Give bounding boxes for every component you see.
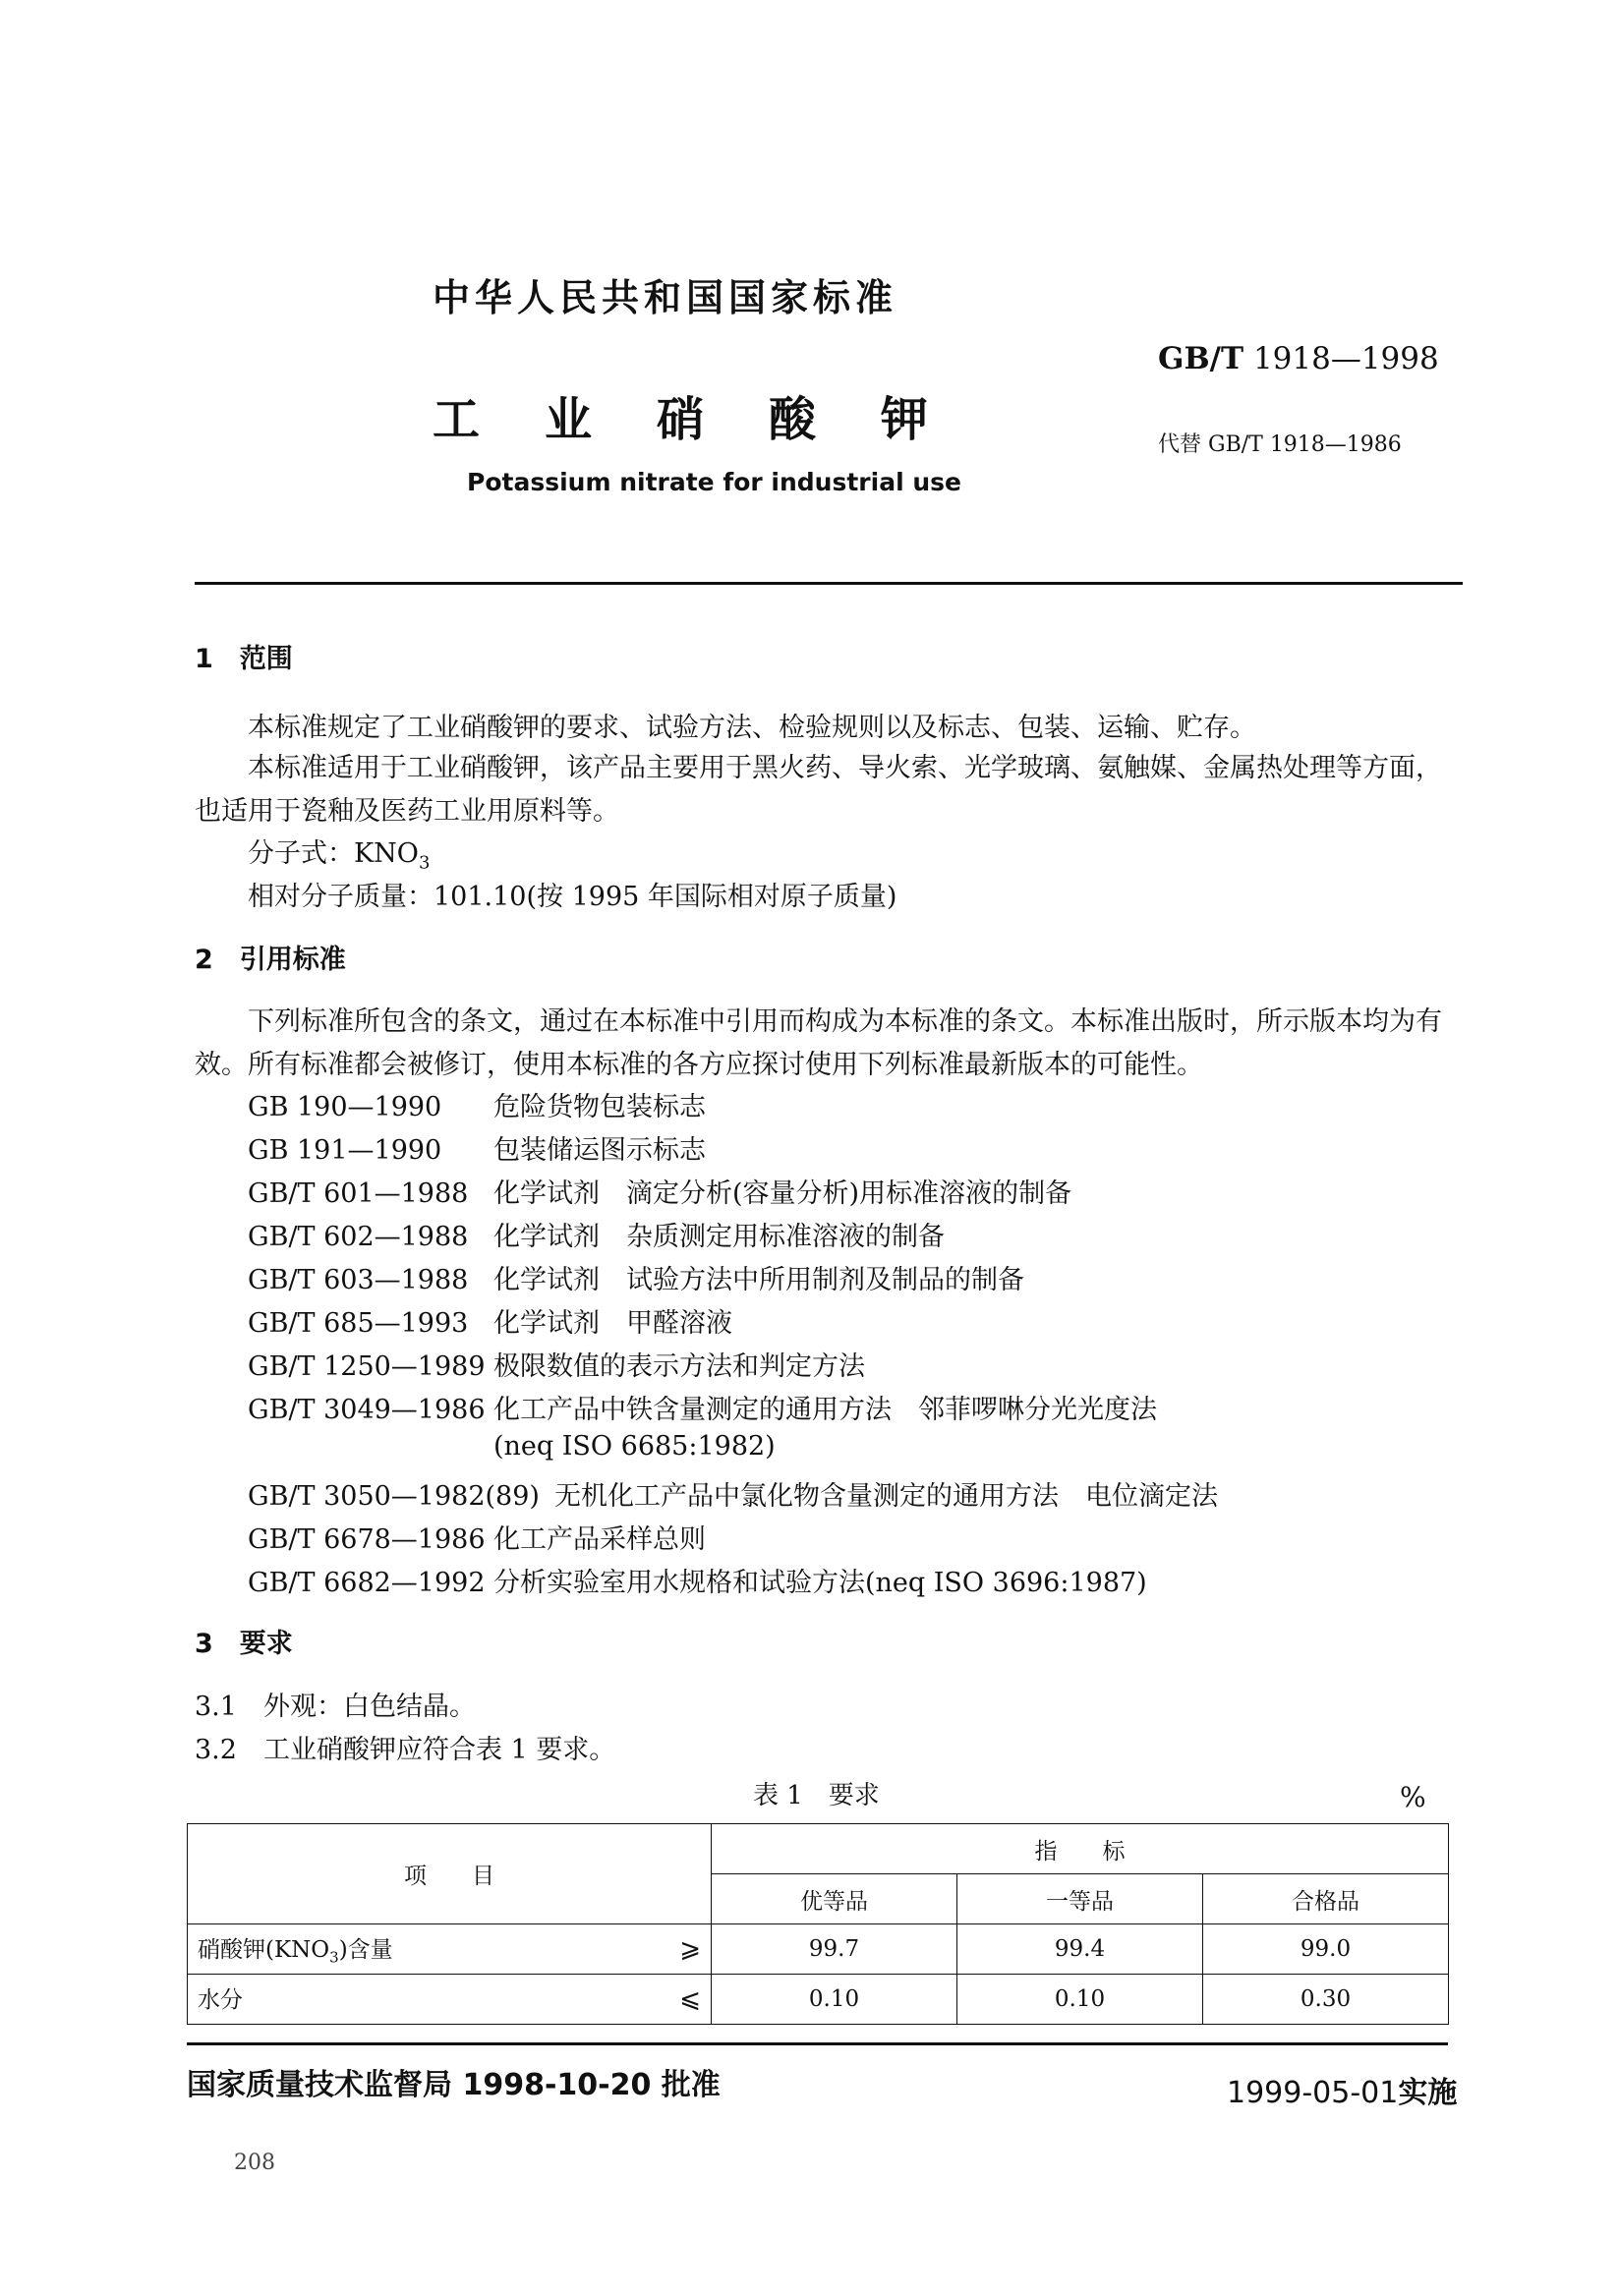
table-row bbox=[188, 1975, 1449, 2025]
implementation-label: 实施 bbox=[1398, 2076, 1458, 2110]
header-grade-superior: 优等品 bbox=[712, 1874, 957, 1924]
reference-item: GB/T 602—1988 化学试剂 杂质测定用标准溶液的制备 bbox=[248, 1222, 945, 1252]
reference-item: GB 191—1990 包装储运图示标志 bbox=[248, 1135, 706, 1166]
standard-number bbox=[1158, 341, 1439, 376]
cell-value: 99.4 bbox=[957, 1924, 1203, 1975]
reference-item: GB/T 685—1993 化学试剂 甲醛溶液 bbox=[248, 1308, 732, 1339]
implementation-date-value: 1999-05-01 bbox=[1227, 2076, 1399, 2110]
cell-value: 0.10 bbox=[712, 1975, 957, 2025]
standard-code: 1918—1998 bbox=[1252, 341, 1439, 376]
cell-value: 0.30 bbox=[1203, 1975, 1449, 2025]
section-3-heading: 3 要求 bbox=[195, 1629, 293, 1659]
replaces-standard: 代替 GB/T 1918—1986 bbox=[1158, 432, 1402, 457]
header-divider bbox=[195, 582, 1463, 585]
molecular-mass: 相对分子质量：101.10(按 1995 年国际相对原子质量) bbox=[248, 882, 897, 912]
cell-value: 99.0 bbox=[1203, 1924, 1449, 1975]
molecular-formula bbox=[248, 832, 430, 873]
footer-divider bbox=[187, 2042, 1448, 2045]
cell-value: 0.10 bbox=[957, 1975, 1203, 2025]
header-index: 指 标 bbox=[712, 1824, 1449, 1874]
table-unit: % bbox=[1400, 1781, 1426, 1813]
comparison-symbol: ⩽ bbox=[679, 1984, 701, 2014]
reference-item: GB/T 6682—1992 分析实验室用水规格和试验方法(neq ISO 3696:1987) bbox=[248, 1568, 1147, 1598]
reference-item: GB/T 3050—1982(89) 无机化工产品中氯化物含量测定的通用方法 电位滴定法 bbox=[248, 1481, 1218, 1512]
comparison-symbol: ⩾ bbox=[679, 1934, 701, 1964]
formula-label: 分子式：KNO bbox=[248, 838, 419, 869]
section-2-paragraph-1: 下列标准所包含的条文，通过在本标准中引用而构成为本标准的条文。本标准出版时，所示版本均为有效。所有标准都会被修订，使用本标准的各方应探讨使用下列标准最新版本的可能性。 bbox=[195, 1006, 1442, 1080]
national-standard-title: 中华人民共和国国家标准 bbox=[433, 276, 898, 319]
reference-item: GB/T 1250—1989 极限数值的表示方法和判定方法 bbox=[248, 1351, 865, 1382]
row-item-name: 硝酸钾$(KNO_3)$含量 ⩾ bbox=[188, 1924, 712, 1975]
header-item: 项 目 bbox=[188, 1824, 712, 1924]
table-row bbox=[188, 1924, 1449, 1975]
implementation-date bbox=[1227, 2068, 1457, 2111]
section-1-paragraph-1: 本标准规定了工业硝酸钾的要求、试验方法、检验规则以及标志、包装、运输、贮存。 bbox=[248, 713, 1256, 743]
header-grade-first: 一等品 bbox=[957, 1874, 1203, 1924]
document-title-english: Potassium nitrate for industrial use bbox=[467, 468, 961, 496]
page-number: 208 bbox=[234, 2151, 275, 2175]
cell-value: 99.7 bbox=[712, 1924, 957, 1975]
header-grade-qualified: 合格品 bbox=[1203, 1874, 1449, 1924]
standard-prefix: GB/T bbox=[1158, 341, 1244, 376]
requirements-table bbox=[187, 1823, 1449, 2025]
requirement-3-1: 3.1 外观：白色结晶。 bbox=[195, 1692, 476, 1722]
section-2-heading: 2 引用标准 bbox=[195, 945, 346, 975]
reference-item: GB/T 601—1988 化学试剂 滴定分析(容量分析)用标准溶液的制备 bbox=[248, 1178, 1072, 1209]
section-1-heading: 1 范围 bbox=[195, 644, 293, 674]
row-item-name: 水分 ⩽ bbox=[188, 1975, 712, 2025]
formula-subscript: 3 bbox=[418, 852, 431, 874]
reference-item: GB/T 6678—1986 化工产品采样总则 bbox=[248, 1524, 706, 1555]
reference-item-continuation: (neq ISO 6685:1982) bbox=[493, 1431, 776, 1462]
table-caption: 表 1 要求 bbox=[753, 1781, 880, 1810]
approval-statement: 国家质量技术监督局 1998-10-20 批准 bbox=[187, 2068, 721, 2102]
requirement-3-2: 3.2 工业硝酸钾应符合表 1 要求。 bbox=[195, 1735, 616, 1765]
reference-item: GB 190—1990 危险货物包装标志 bbox=[248, 1092, 706, 1122]
reference-item: GB/T 3049—1986 化工产品中铁含量测定的通用方法 邻菲啰啉分光光度法 bbox=[248, 1395, 1157, 1425]
reference-item: GB/T 603—1988 化学试剂 试验方法中所用制剂及制品的制备 bbox=[248, 1265, 1024, 1295]
document-title: 工业硝酸钾 bbox=[433, 392, 994, 447]
section-1-paragraph-2: 本标准适用于工业硝酸钾，该产品主要用于黑火药、导火索、光学玻璃、氨触媒、金属热处理等方面，也适用于瓷釉及医药工业用原料等。 bbox=[195, 753, 1442, 827]
